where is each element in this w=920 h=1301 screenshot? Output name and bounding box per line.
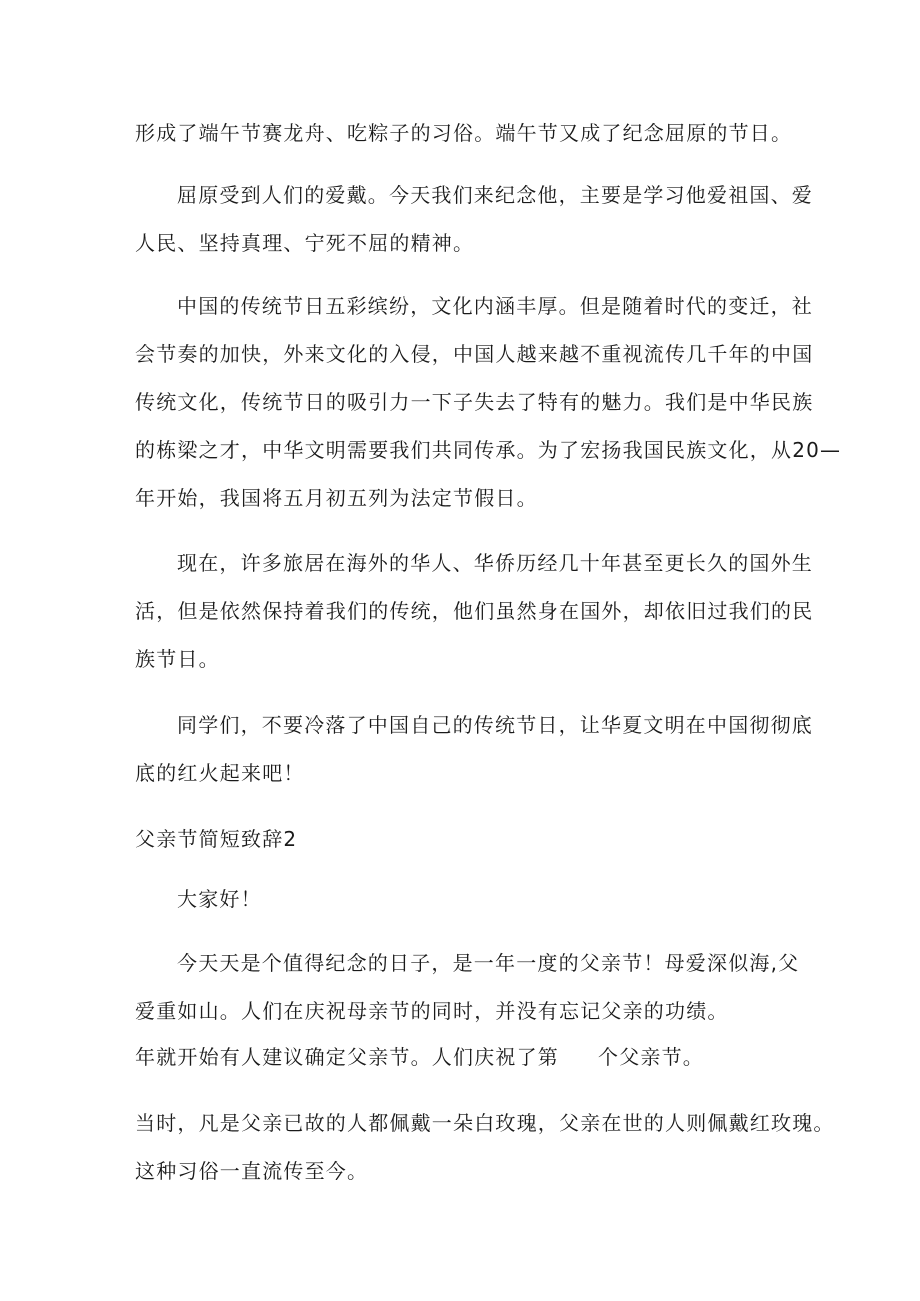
paragraph-3-line-3: 传统文化，传统节日的吸引力一下子失去了特有的魅力。我们是中华民族 [135, 390, 814, 414]
paragraph-4-line-2: 活，但是依然保持着我们的传统，他们虽然身在国外，却依旧过我们的民 [135, 599, 814, 623]
paragraph-10-line-1: 当时，凡是父亲已故的人都佩戴一朵白玫瑰，父亲在世的人则佩戴红玫瑰。 [135, 1111, 835, 1135]
paragraph-8-line-1: 今天天是个值得纪念的日子，是一年一度的父亲节！母爱深似海,父 [177, 951, 800, 975]
paragraph-2-line-1: 屈原受到人们的爱戴。今天我们来纪念他，主要是学习他爱祖国、爱 [177, 183, 813, 207]
paragraph-8-line-2: 爱重如山。人们在庆祝母亲节的同时，并没有忘记父亲的功绩。 [135, 999, 729, 1023]
paragraph-3-line-4: 的栋梁之才，中华文明需要我们共同传承。为了宏扬我国民族文化，从20— [135, 438, 842, 462]
greeting: 大家好！ [177, 887, 262, 911]
paragraph-1-line-1: 形成了端午节赛龙舟、吃粽子的习俗。端午节又成了纪念屈原的节日。 [135, 121, 793, 145]
paragraph-5-line-1: 同学们，不要冷落了中国自己的传统节日，让华夏文明在中国彻彻底 [177, 713, 813, 737]
paragraph-4-line-3: 族节日。 [135, 647, 220, 671]
paragraph-2-line-2: 人民、坚持真理、宁死不屈的精神。 [135, 231, 475, 255]
paragraph-5-line-2: 底的红火起来吧！ [135, 761, 305, 785]
paragraph-3-line-5: 年开始，我国将五月初五列为法定节假日。 [135, 486, 538, 510]
paragraph-10-line-2: 这种习俗一直流传至今。 [135, 1159, 369, 1183]
paragraph-3-line-1: 中国的传统节日五彩缤纷，文化内涵丰厚。但是随着时代的变迁，社 [177, 294, 813, 318]
paragraph-3-line-2: 会节奏的加快，外来文化的入侵，中国人越来越不重视流传几千年的中国 [135, 342, 814, 366]
paragraph-9-text-after-gap: 个父亲节。 [598, 1045, 704, 1069]
paragraph-9-text-before-gap: 年就开始有人建议确定父亲节。人们庆祝了第 [135, 1045, 559, 1069]
section-heading: 父亲节简短致辞2 [135, 827, 298, 851]
paragraph-4-line-1: 现在，许多旅居在海外的华人、华侨历经几十年甚至更长久的国外生 [177, 551, 813, 575]
